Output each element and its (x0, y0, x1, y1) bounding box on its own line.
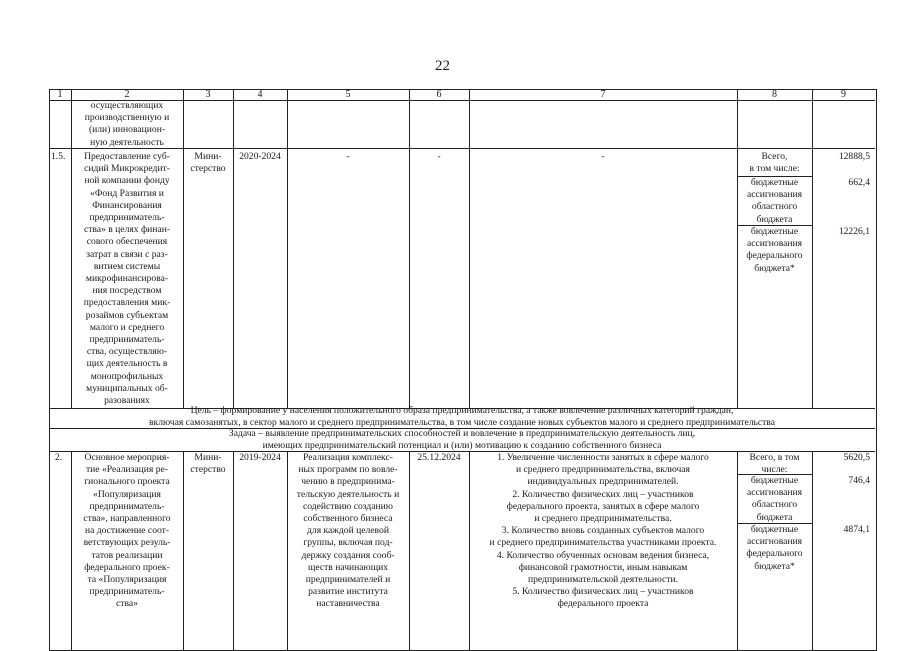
funding-label: бюджетные ассигнования федерального бюджета* (746, 226, 803, 274)
funding-label: бюджетные ассигнования областного бюджета (746, 475, 803, 523)
header-cell: 1 (57, 89, 63, 100)
funding-label: Всего, в том числе: (749, 452, 800, 476)
col-divider (287, 89, 288, 408)
header-cell: 9 (841, 89, 846, 100)
col-divider (409, 89, 410, 408)
measure-name: Основное мероприя- тие «Реализация ре- гионального проекта «Популяризация предприниматель- ства», направленного на достижение соот- ветствующих резуль- татов реализации федерального проек- та «Популяризация предприниматель- ства» (83, 452, 171, 610)
col5-value: - (346, 151, 350, 162)
executor: Мини- стерство (190, 452, 226, 476)
continuation-name: осуществляющих производственную и (или) инновацион- ную деятельность (84, 100, 170, 148)
funding-label: бюджетные ассигнования федерального бюджета* (746, 524, 803, 572)
col7-value: - (601, 151, 605, 162)
col-divider (183, 451, 184, 651)
page-number: 22 (435, 58, 450, 74)
funding-value: 12888,5 (838, 151, 870, 162)
funding-label: бюджетные ассигнования областного бюджета (746, 177, 803, 225)
funding-value: 4874,1 (843, 524, 870, 535)
header-cell: 7 (600, 89, 606, 100)
col-divider (233, 89, 234, 408)
col-divider (183, 89, 184, 408)
col-divider (469, 89, 470, 408)
funding-value: 5620,5 (843, 452, 870, 463)
header-cell: 8 (772, 89, 777, 100)
col-divider (812, 89, 813, 408)
results-list: 1. Увеличение численности занятых в сфере малого и среднего предпринимательства, включая индивидуальных предпринимателей. 2. Количество физических лиц – участников федерального проекта, занятых в сфере малого и среднего предпринимательства. 3. Количество вновь созданных субъектов малого и среднего предпринимательства участниками проекта. 4. Количество обученных основам ведения бизнеса, финансовой грамотности, иным навыкам предпринимательской деятельности. 5. Количество физических лиц – участников федерального проекта (489, 452, 717, 610)
header-cell: 5 (345, 89, 351, 100)
task-text: Задача – выявление предпринимательских способностей и вовлечение в предпринимательскую деятельность лиц, имеющих предпринимательский потенциал и (или) мотивацию к созданию собственного бизнеса (228, 428, 696, 451)
period: 2019-2024 (239, 452, 281, 463)
deadline: 25.12.2024 (417, 452, 461, 463)
col5-text: Реализация комплекс- ных программ по вовле- чению в предпринима- тельскую деятельность и содействию созданию собственного бизнеса для каждой целевой группы, включая под- держку создания сооб- ществ начинающих предпринимателей и развитие института наставничества (296, 452, 400, 610)
funding-value: 746,4 (848, 475, 870, 486)
executor: Мини- стерство (190, 151, 226, 175)
row-number: 1.5. (51, 151, 66, 162)
header-cell: 3 (205, 89, 211, 100)
col6-value: - (437, 151, 441, 162)
period: 2020-2024 (239, 151, 281, 162)
col-divider (409, 451, 410, 651)
funding-value: 662,4 (848, 177, 870, 188)
goal-text: Цель – формирование у населения положительного образа предпринимательства, а также вовлечение различных категорий граждан, включая самозанятых, в сектор малого и среднего предпринимательства, в том числе создание новых субъектов малого и среднего предпринимательства (149, 405, 775, 428)
header-cell: 4 (257, 89, 263, 100)
header-cell: 2 (124, 89, 130, 100)
row-number: 2. (55, 452, 63, 463)
measure-name: Предоставление суб- сидий Микрокредит- ной компании фонду «Фонд Развития и Финансирования предприниматель- ства» в целях финан- сового обеспечения затрат в связи с раз- витием системы микрофинансирова- ния посредством предоставления мик- розаймов субъектам малого и среднего предприниматель- ства, осуществляю- щих деятельность в монопрофильных муниципальных об- разованиях (83, 151, 171, 407)
funding-value: 12226,1 (838, 226, 870, 237)
header-cell: 6 (436, 89, 442, 100)
funding-label: Всего, в том числе: (749, 151, 800, 175)
col-divider (233, 451, 234, 651)
